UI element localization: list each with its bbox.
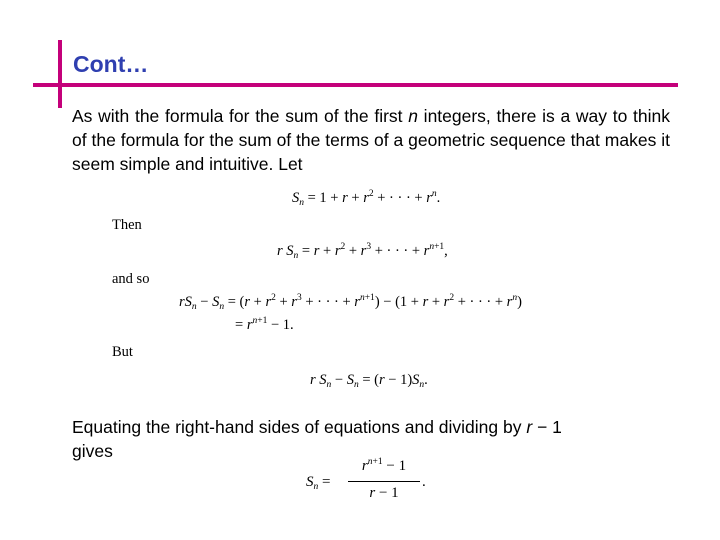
label-but: But — [112, 344, 133, 360]
equation-difference: $rS_n - S_n = (r + r^2 + r^3$ + · · · + $r^{n+1}) - (1 + r + r^2$ + · · · + $r^n$) — [179, 293, 522, 312]
conclusion-var-r: r — [526, 417, 533, 437]
equation-sn-definition: $S_n = 1 + r + r^2$ + · · · + $r^n$. — [292, 189, 441, 208]
conclusion-text-3: gives — [72, 441, 113, 461]
intro-var-n: n — [408, 106, 418, 126]
slide-title: Cont… — [73, 51, 149, 77]
conclusion-text-1: Equating the right-hand sides of equations and dividing by — [72, 417, 527, 437]
accent-vertical-bar — [58, 40, 62, 108]
equation-factored: r $S_n - S_n = (r - 1)S_n$. — [310, 372, 428, 390]
label-then: Then — [112, 217, 142, 233]
intro-text-1: As with the formula for the sum of the first — [72, 106, 409, 126]
intro-text-2: integers, there is a way to think of the formula for the sum of the terms of a geometric sequence that makes it seem simple and intuitive. Let — [72, 106, 670, 174]
equation-rsn: r $S_n = r + r^2 + r^3$ + · · · + $r^{n+1}$, — [277, 242, 448, 261]
conclusion-text-2: − 1 — [532, 417, 562, 437]
conclusion-paragraph — [72, 415, 672, 463]
intro-paragraph — [72, 104, 670, 176]
label-and-so: and so — [112, 271, 150, 287]
equation-difference-result: = $r^{n+1} - 1$. — [235, 316, 294, 333]
accent-horizontal-bar — [33, 83, 678, 87]
